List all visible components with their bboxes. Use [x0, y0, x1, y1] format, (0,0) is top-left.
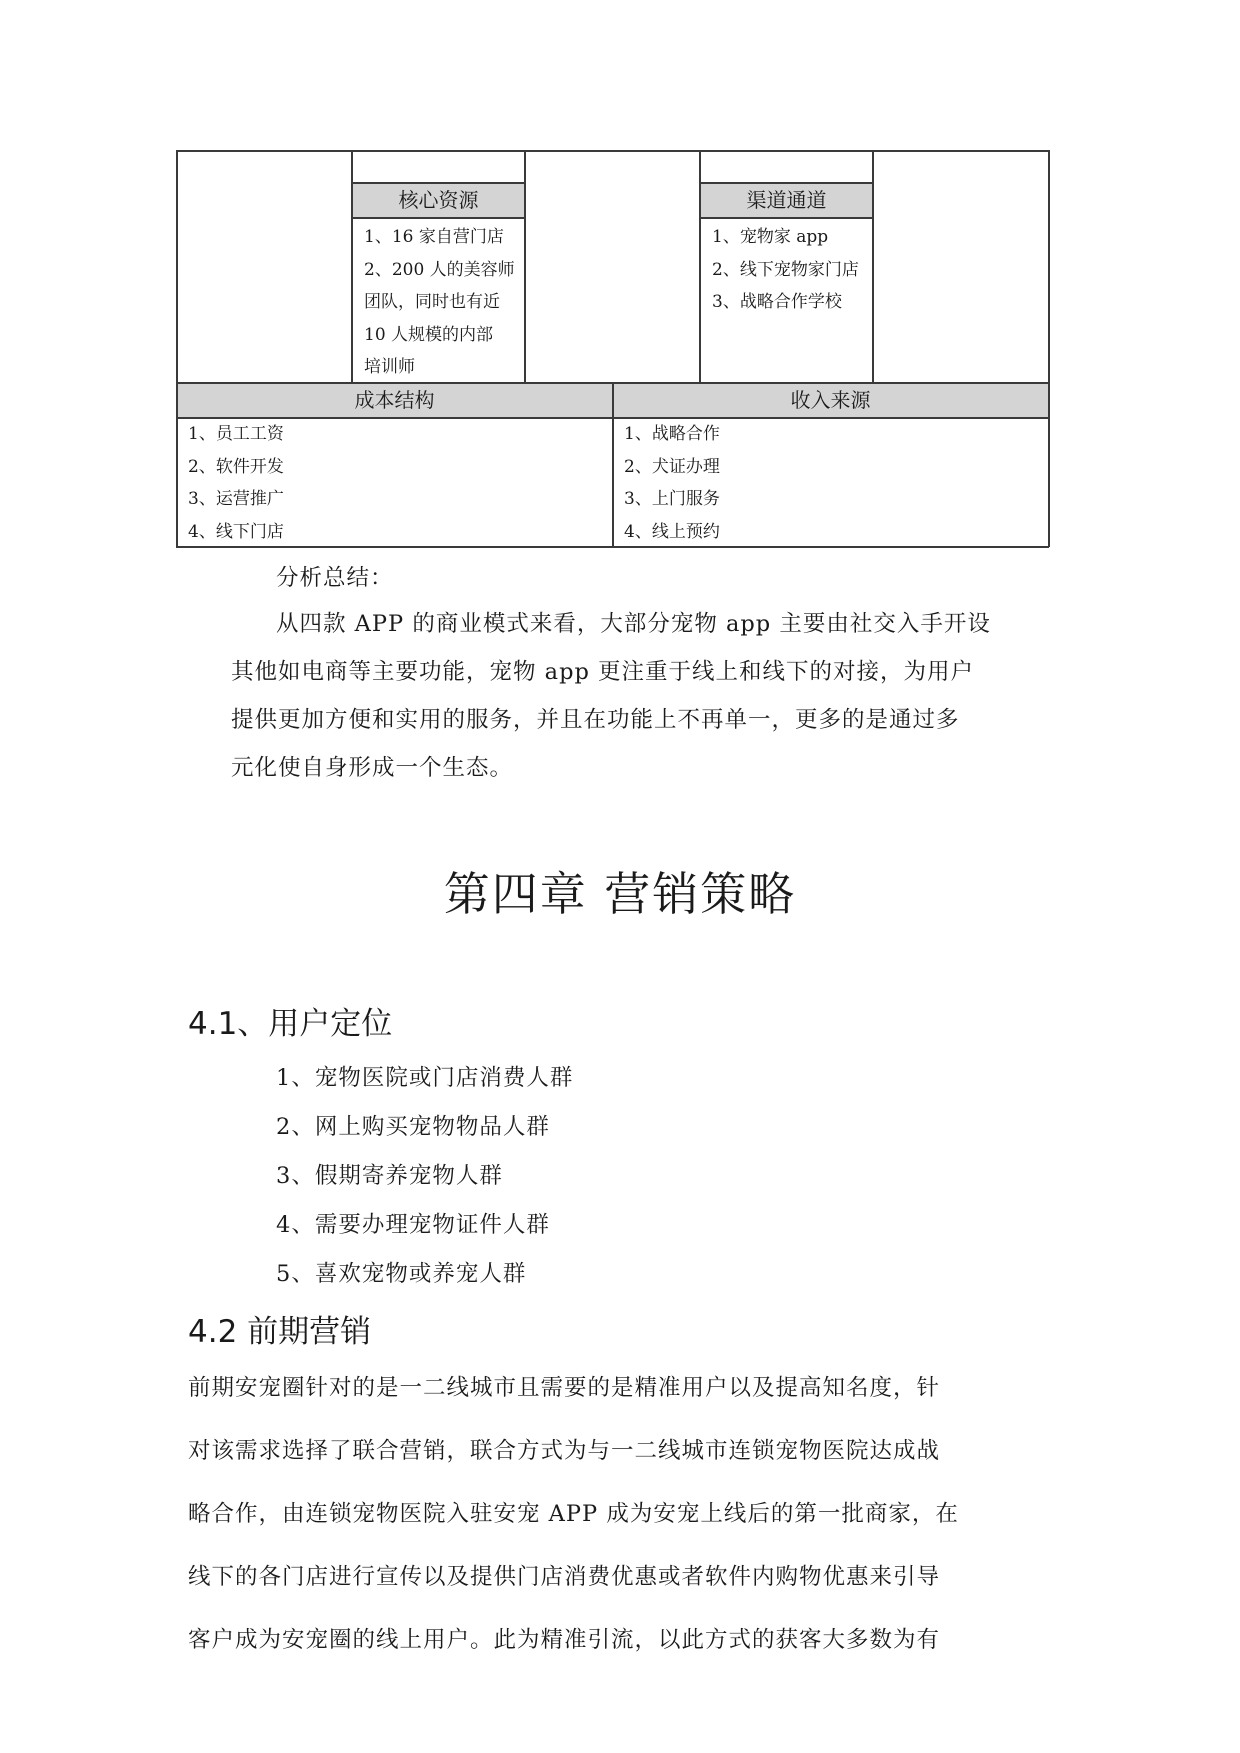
table-border	[872, 150, 874, 383]
table-line: 1、16 家自营门店	[364, 227, 504, 247]
cost-structure-content	[188, 418, 608, 548]
table-line: 1、宠物家 app	[712, 227, 829, 247]
revenue-sources-header: 收入来源	[613, 383, 1048, 417]
table-border	[351, 150, 353, 383]
table-border	[524, 150, 526, 383]
list-item: 4、需要办理宠物证件人群	[276, 1212, 550, 1238]
section-title: 4.2 前期营销	[188, 1314, 372, 1350]
table-border	[176, 150, 178, 547]
table-line: 3、上门服务	[624, 489, 720, 509]
analysis-paragraph-line: 提供更加方便和实用的服务，并且在功能上不再单一，更多的是通过多	[231, 707, 960, 733]
table-border	[351, 217, 525, 219]
core-resources-content	[364, 221, 524, 384]
cost-structure-header: 成本结构	[177, 383, 612, 417]
table-line: 1、战略合作	[624, 424, 720, 444]
channels-content	[712, 221, 872, 319]
analysis-label: 分析总结：	[276, 565, 394, 591]
table-border	[699, 217, 873, 219]
table-border	[176, 150, 1049, 152]
body-paragraph-line: 线下的各门店进行宣传以及提供门店消费优惠或者软件内购物优惠来引导	[188, 1564, 941, 1590]
table-line: 1、员工工资	[188, 424, 284, 444]
table-border	[699, 182, 873, 184]
table-line: 2、200 人的美容师	[364, 259, 515, 280]
table-line: 3、运营推广	[188, 489, 284, 509]
table-border	[1048, 150, 1050, 547]
core-resources-header: 核心资源	[352, 183, 525, 217]
section-title: 4.1、用户定位	[188, 1006, 393, 1042]
list-item: 1、宠物医院或门店消费人群	[276, 1065, 574, 1091]
chapter-title: 第四章 营销策略	[443, 867, 797, 921]
body-paragraph-line: 客户成为安宠圈的线上用户。此为精准引流，以此方式的获客大多数为有	[188, 1627, 941, 1653]
revenue-sources-content	[624, 418, 1044, 548]
table-line: 10 人规模的内部	[364, 324, 494, 345]
table-line: 4、线上预约	[624, 521, 720, 542]
table-border	[612, 382, 614, 547]
channels-header: 渠道通道	[700, 183, 873, 217]
analysis-paragraph-line: 从四款 APP 的商业模式来看，大部分宠物 app 主要由社交入手开设	[276, 611, 991, 637]
table-border	[699, 150, 701, 383]
table-border	[351, 182, 525, 184]
table-line: 培训师	[364, 357, 415, 377]
body-paragraph-line: 前期安宠圈针对的是一二线城市且需要的是精准用户以及提高知名度，针	[188, 1375, 941, 1401]
table-line: 团队，同时也有近	[364, 292, 500, 312]
body-paragraph-line: 对该需求选择了联合营销，联合方式为与一二线城市连锁宠物医院达成战	[188, 1438, 941, 1464]
list-item: 5、喜欢宠物或养宠人群	[276, 1261, 527, 1287]
list-item: 2、网上购买宠物物品人群	[276, 1114, 550, 1140]
table-line: 2、软件开发	[188, 456, 284, 477]
body-paragraph-line: 略合作，由连锁宠物医院入驻安宠 APP 成为安宠上线后的第一批商家，在	[188, 1501, 959, 1527]
table-line: 2、犬证办理	[624, 456, 720, 477]
analysis-paragraph-line: 元化使自身形成一个生态。	[231, 755, 514, 781]
list-item: 3、假期寄养宠物人群	[276, 1163, 503, 1189]
table-line: 3、战略合作学校	[712, 292, 842, 312]
table-line: 4、线下门店	[188, 521, 284, 542]
analysis-paragraph-line: 其他如电商等主要功能，宠物 app 更注重于线上和线下的对接，为用户	[231, 659, 975, 685]
table-line: 2、线下宠物家门店	[712, 259, 859, 280]
